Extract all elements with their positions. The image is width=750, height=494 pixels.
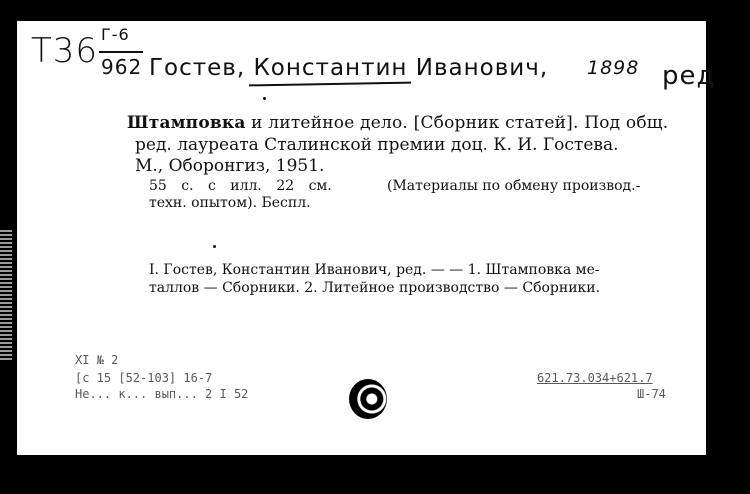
- catalog-card: [17, 21, 716, 455]
- title-line-3: М., Оборонгиз, 1951.: [135, 156, 325, 176]
- catalog-footer-line-2: [с 15 [52-103] 16-7: [75, 371, 213, 385]
- title-line-1: [127, 113, 668, 133]
- catalog-footer-line-3: Не... к... вып... 2 I 52: [75, 387, 249, 401]
- tracings-line-1: I. Гостев, Константин Иванович, ред. — — 1. Штамповка ме-: [149, 262, 600, 278]
- catalog-footer-line-1: XI № 2: [75, 353, 119, 367]
- scan-edge-marks: [0, 230, 12, 360]
- title-bold-word: Штамповка: [127, 113, 246, 133]
- series-line-1: (Материалы по обмену производ.-: [387, 178, 641, 194]
- tracings-line-2: таллов — Сборники. 2. Литейное производство — Сборники.: [149, 280, 601, 296]
- handwritten-author: Гостев, Константин Иванович,: [149, 55, 549, 81]
- speck: [263, 97, 266, 100]
- udc-line-1: 621.73.034+621.7: [537, 371, 653, 385]
- handwritten-role: ред: [662, 61, 716, 91]
- title-line-2: ред. лауреата Сталинской премии доц. К. И. Гостева.: [135, 135, 619, 155]
- udc-line-2: Ш-74: [637, 387, 666, 401]
- handwritten-year: 1898: [587, 57, 640, 79]
- speck: [213, 245, 216, 248]
- call-number-fraction-line: [99, 51, 143, 53]
- physical-description: 55 с. с илл. 22 см.: [149, 178, 332, 194]
- author-underline: [249, 82, 411, 87]
- stamp-seal-icon: [349, 379, 387, 419]
- series-line-2: техн. опытом). Беспл.: [149, 195, 311, 211]
- call-number-main: Т36: [31, 31, 99, 71]
- call-number-sup: Г-6: [101, 25, 130, 44]
- call-number-sub: 962: [101, 55, 143, 79]
- title-line-1-rest: и литейное дело. [Сборник статей]. Под общ.: [245, 113, 669, 133]
